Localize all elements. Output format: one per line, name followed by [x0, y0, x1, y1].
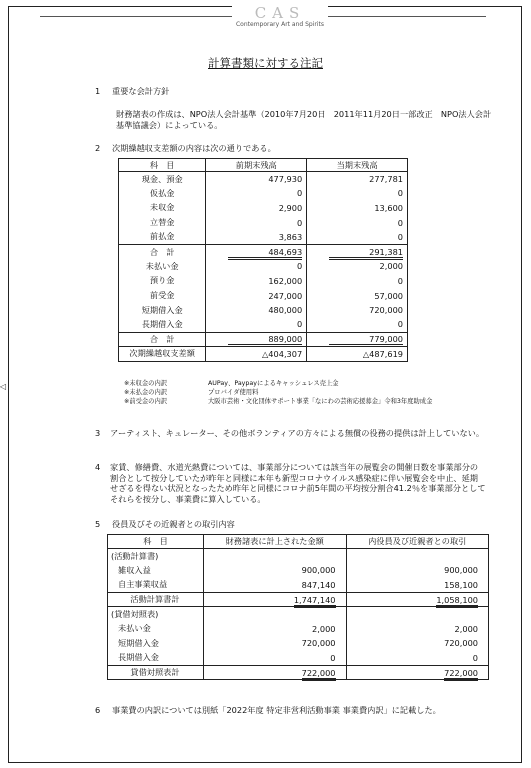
table-row [119, 230, 408, 245]
table-cell: 前受金 [119, 288, 206, 303]
table-row [108, 563, 489, 578]
table-cell: 720,000 [307, 303, 408, 318]
table-cell: 900,000 [346, 563, 489, 578]
table-header-row [119, 159, 408, 172]
table-cell [346, 665, 489, 680]
text-span: 889,000 [228, 334, 302, 347]
table-cell: 立替金 [119, 215, 206, 230]
table-cell: (貸借対照表) [108, 607, 204, 622]
assets-total-row [119, 244, 408, 259]
table-cell: 0 [206, 317, 307, 332]
table-cell: 未払い金 [108, 621, 204, 636]
table-cell [204, 607, 347, 622]
table-row [119, 288, 408, 303]
logo [232, 6, 328, 32]
table-cell: 0 [307, 186, 408, 201]
related-party-table [107, 534, 489, 680]
table-cell: 0 [346, 651, 489, 666]
table-cell [206, 332, 307, 347]
table-cell: 0 [206, 215, 307, 230]
table-row [119, 186, 408, 201]
table-cell: 158,100 [346, 578, 489, 593]
table-cell: 未払い金 [119, 259, 206, 274]
table-cell: 847,140 [204, 578, 347, 593]
text-span: AUPay、Paypayによるキャッシュレス売上金 [208, 380, 339, 387]
note-item [124, 397, 432, 406]
table-cell: (活動計算書) [108, 549, 204, 564]
table-row [108, 636, 489, 651]
table-row [119, 215, 408, 230]
table-cell: 雑収入益 [108, 563, 204, 578]
table-cell: 0 [307, 215, 408, 230]
table-cell [346, 607, 489, 622]
table-cell: 57,000 [307, 288, 408, 303]
balance-row [119, 347, 408, 362]
table-cell: 長期借入金 [108, 651, 204, 666]
liabilities-total-row [119, 332, 408, 347]
text-span: 次期繰越収支差額の内容は次の通りである。 [112, 143, 276, 153]
table-cell: 2,000 [307, 259, 408, 274]
table-cell: 前払金 [119, 230, 206, 245]
table-notes [124, 379, 432, 406]
column-header: 科 目 [119, 159, 206, 172]
page-marker-icon: ◁ [0, 382, 7, 391]
group-row [108, 549, 489, 564]
table-cell: 900,000 [204, 563, 347, 578]
table-cell: 0 [307, 274, 408, 289]
section-1-text: 財務諸表の作成は、NPO法人会計基準（2010年7月20日 2011年11月20日一部改正 NPO法人会計基準協議会）によっている。 [116, 109, 492, 130]
table-row [108, 578, 489, 593]
table-cell [307, 332, 408, 347]
table-cell: 2,900 [206, 201, 307, 216]
text-span: 5 [95, 519, 101, 529]
text-span: 3 [95, 428, 101, 438]
table-cell: 480,000 [206, 303, 307, 318]
table-cell [346, 549, 489, 564]
table-cell: 0 [307, 230, 408, 245]
table-cell: 0 [206, 186, 307, 201]
table-cell: 自主事業収益 [108, 578, 204, 593]
group-row [108, 607, 489, 622]
table-cell: 2,000 [204, 621, 347, 636]
table-cell: 0 [204, 651, 347, 666]
table-cell: △404,307 [206, 347, 307, 362]
text-span: 役員及びその近親者との取引内容 [112, 519, 235, 529]
table-cell: 247,000 [206, 288, 307, 303]
table-cell: 477,930 [206, 172, 307, 187]
table-row [119, 317, 408, 332]
text-span: ※未払金の内訳 [124, 389, 168, 396]
balance-table [118, 158, 408, 362]
text-span: 722,000 [302, 668, 336, 681]
text-span: 6 [95, 705, 101, 715]
column-header: 内役員及び近親者との取引 [346, 535, 489, 549]
table-cell: 活動計算書計 [108, 592, 204, 607]
table-cell: 720,000 [346, 636, 489, 651]
text-span: プロバイダ使用料 [208, 389, 259, 396]
table-cell [346, 592, 489, 607]
table-cell: 162,000 [206, 274, 307, 289]
table-cell: 短期借入金 [119, 303, 206, 318]
column-header: 当期末残高 [307, 159, 408, 172]
text-span: ※未収金の内訳 [124, 380, 168, 387]
text-span: 722,000 [444, 668, 478, 681]
table-cell: 3,863 [206, 230, 307, 245]
column-header: 科 目 [108, 535, 204, 549]
section-3-text: アーティスト、キュレーター、その他ボランティアの方々による無償の役務の提供は計上していない。 [110, 428, 485, 438]
section-4-text: 家賃、修繕費、水道光熱費については、事業部分については該当年の展覧会の開催日数を事業部分の割合として按分していたが昨年と同様に本年も新型コロナウイルス感染症に伴い展覧会を中止、延期せざるを得ない状況となったため昨年と同様にコロナ前5年間の平均按分割合41.2％を事業部分としてそれらを按分し、事業費に算入している。 [110, 462, 486, 504]
column-header: 財務諸表に計上された金額 [204, 535, 347, 549]
table-cell: 13,600 [307, 201, 408, 216]
table-cell: 合 計 [119, 244, 206, 259]
table-cell: 仮払金 [119, 186, 206, 201]
table-row [119, 259, 408, 274]
table-cell [307, 244, 408, 259]
table-cell: 預り金 [119, 274, 206, 289]
column-header: 前期末残高 [206, 159, 307, 172]
table-cell: 277,781 [307, 172, 408, 187]
table-row [119, 201, 408, 216]
table-cell: 未収金 [119, 201, 206, 216]
table-cell [204, 665, 347, 680]
table-row [108, 621, 489, 636]
balance-sheet-total-row [108, 665, 489, 680]
table-row [119, 274, 408, 289]
table-cell: 720,000 [204, 636, 347, 651]
table-row [119, 172, 408, 187]
table-row [119, 303, 408, 318]
table-cell [206, 244, 307, 259]
text-span: 大阪市芸術・文化団体サポート事業「なにわの芸術応援募金」令和3年度助成金 [208, 398, 433, 405]
text-span: 4 [95, 462, 101, 472]
table-cell: 長期借入金 [119, 317, 206, 332]
table-header-row [108, 535, 489, 549]
text-span: 484,693 [228, 247, 302, 260]
page-title [0, 55, 531, 71]
table-cell: 短期借入金 [108, 636, 204, 651]
table-cell: △487,619 [307, 347, 408, 362]
note-item [124, 388, 432, 397]
table-cell: 貸借対照表計 [108, 665, 204, 680]
text-span: 重要な会計方針 [112, 86, 170, 96]
table-cell: 2,000 [346, 621, 489, 636]
table-row [108, 651, 489, 666]
text-span: 計算書類に対する注記 [208, 56, 323, 70]
table-cell [204, 549, 347, 564]
table-cell: 次期繰越収支差額 [119, 347, 206, 362]
text-span: 291,381 [329, 247, 403, 260]
logo-mark: CAS [254, 4, 306, 22]
table-cell [204, 592, 347, 607]
table-cell: 合 計 [119, 332, 206, 347]
text-span: 1,747,140 [294, 595, 336, 608]
text-span: 1 [95, 86, 101, 96]
note-item [124, 379, 432, 388]
table-cell: 0 [206, 259, 307, 274]
table-cell: 現金、預金 [119, 172, 206, 187]
activity-total-row [108, 592, 489, 607]
text-span: 1,058,100 [436, 595, 478, 608]
text-span: ※前受金の内訳 [124, 398, 168, 405]
table-cell: 0 [307, 317, 408, 332]
logo-subtitle: Contemporary Art and Spirits [235, 21, 325, 28]
text-span: 事業費の内訳については別紙「2022年度 特定非営利活動事業 事業費内訳」に記載した。 [112, 705, 441, 715]
text-span: 2 [95, 143, 101, 153]
text-span: 779,000 [329, 334, 403, 347]
